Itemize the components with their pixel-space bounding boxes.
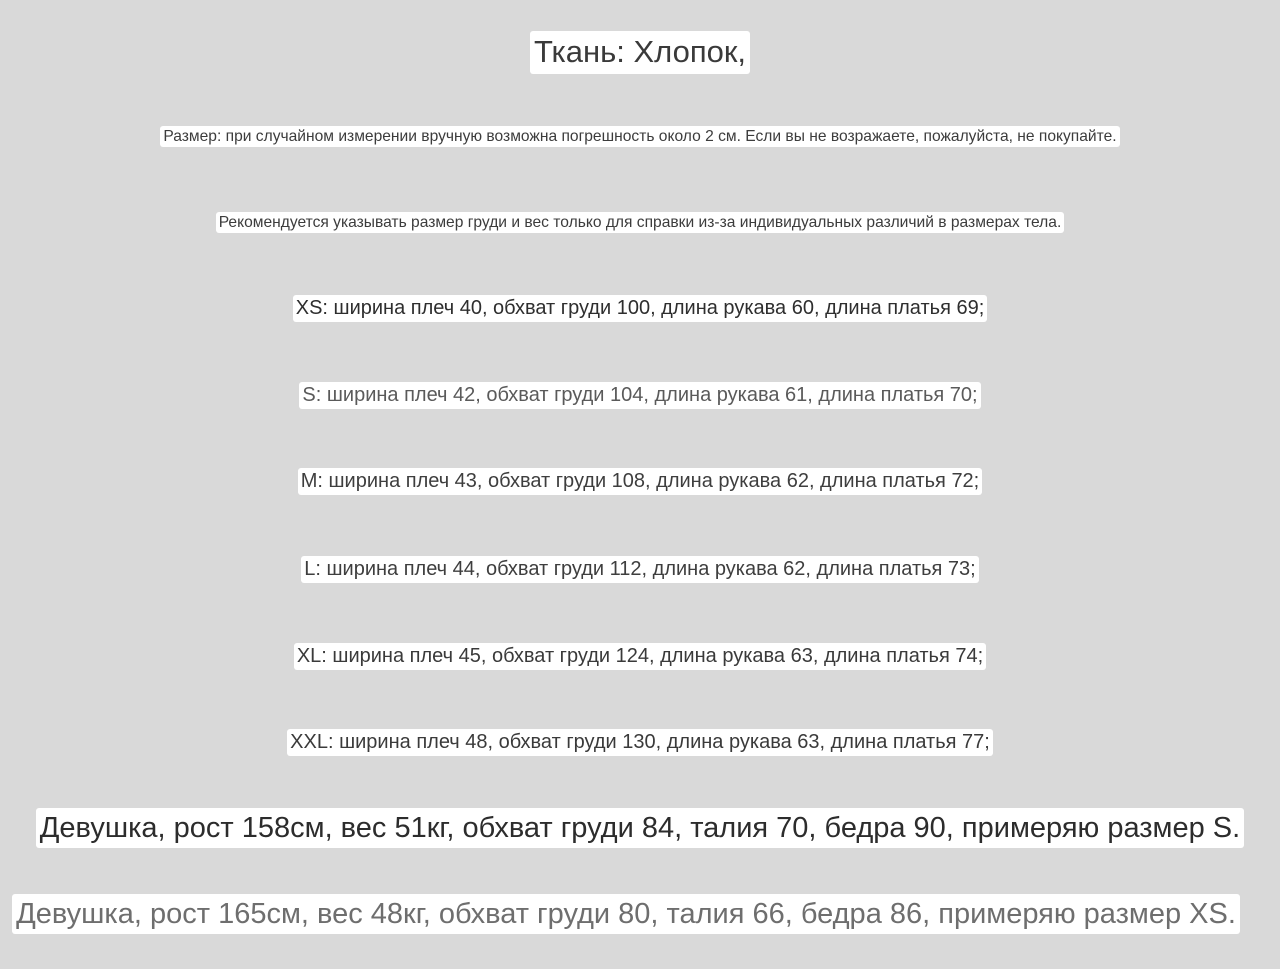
size-row-s (0, 382, 1280, 409)
measurement-note (0, 126, 1280, 147)
size-row-xl (0, 643, 1280, 670)
size-row-m (0, 468, 1280, 495)
model-info-text: Девушка, рост 158см, вес 51кг, обхват груди 84, талия 70, бедра 90, примеряю размер S. (36, 808, 1244, 848)
size-row-text: S: ширина плеч 42, обхват груди 104, длина рукава 61, длина платья 70; (299, 382, 980, 409)
model-info-1 (0, 808, 1280, 848)
size-row-text: XS: ширина плеч 40, обхват груди 100, длина рукава 60, длина платья 69; (293, 295, 988, 322)
recommendation-note (0, 212, 1280, 233)
size-row-l (0, 556, 1280, 583)
model-info-text: Девушка, рост 165см, вес 48кг, обхват груди 80, талия 66, бедра 86, примеряю размер XS. (12, 894, 1240, 934)
size-row-text: L: ширина плеч 44, обхват груди 112, длина рукава 62, длина платья 73; (301, 556, 978, 583)
model-info-2 (0, 894, 1266, 934)
size-row-xxl (0, 729, 1280, 756)
size-row-text: M: ширина плеч 43, обхват груди 108, длина рукава 62, длина платья 72; (298, 468, 983, 495)
recommendation-note-text: Рекомендуется указывать размер груди и вес только для справки из-за индивидуальных различий в размерах тела. (216, 212, 1065, 233)
size-row-text: XXL: ширина плеч 48, обхват груди 130, длина рукава 63, длина платья 77; (287, 729, 993, 756)
size-row-xs (0, 295, 1280, 322)
fabric-text: Ткань: Хлопок, (530, 31, 750, 74)
measurement-note-text: Размер: при случайном измерении вручную возможна погрешность около 2 см. Если вы не возражаете, пожалуйста, не покупайте. (160, 126, 1119, 147)
fabric-line (0, 31, 1280, 74)
size-row-text: XL: ширина плеч 45, обхват груди 124, длина рукава 63, длина платья 74; (294, 643, 986, 670)
